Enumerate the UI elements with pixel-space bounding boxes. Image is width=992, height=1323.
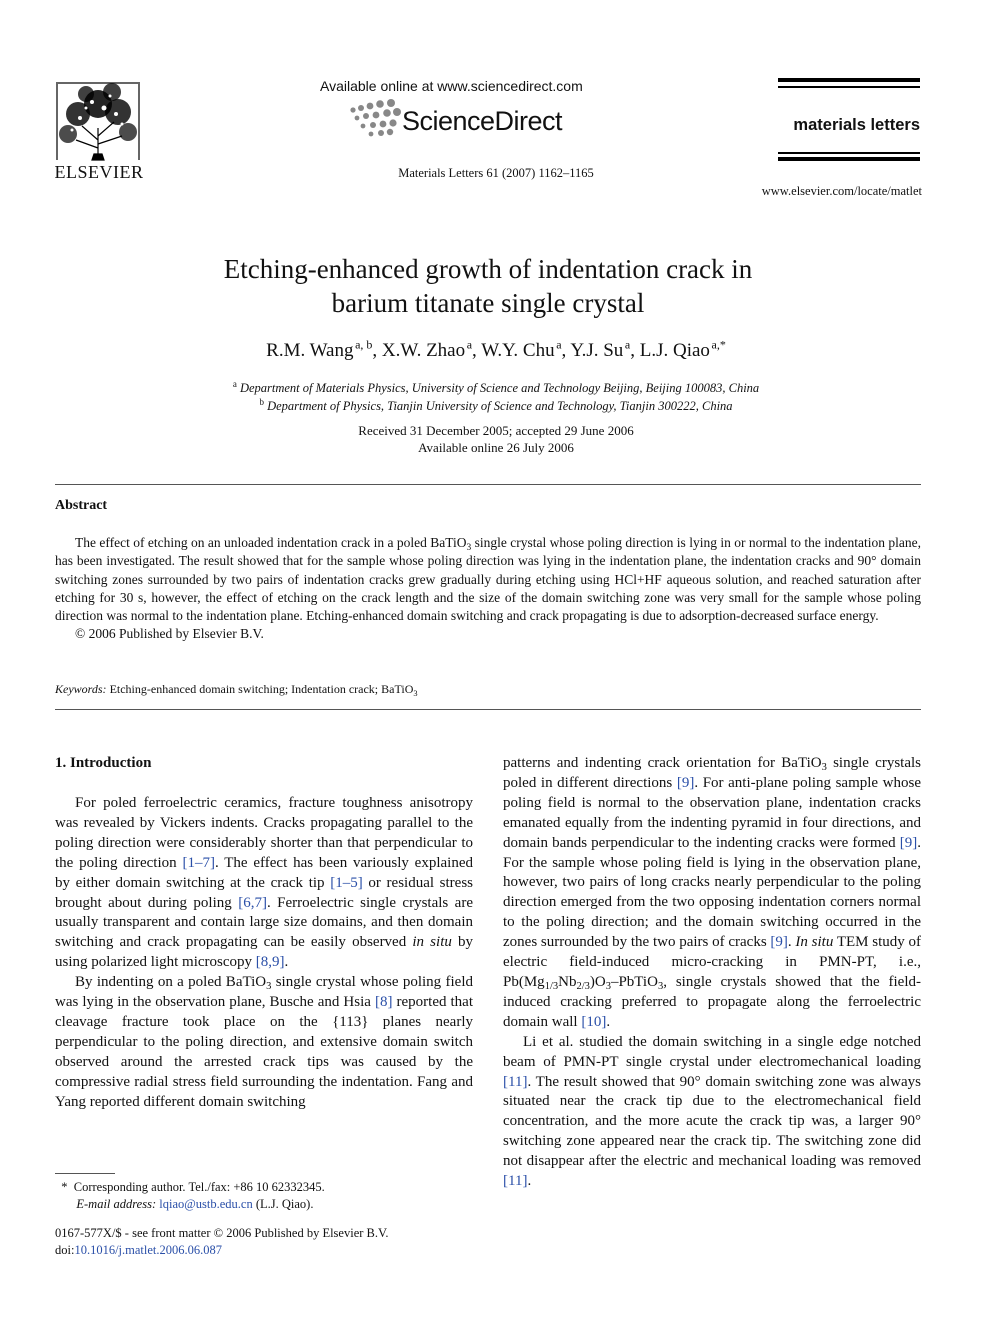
received-date: Received 31 December 2005; accepted 29 June 2006 (358, 423, 634, 438)
intro-paragraph-2-cont: patterns and indenting crack orientation for BaTiO$_3$ single crystals poled in different directions [9]. For anti-plane poling sample whose poling field is normal to the observation plane, indentation cracks emanated equally from the indenting pyramid in four directions, and domain bands perpendicular to the indenting cracks were formed [9]. For the sample whose poling field is lying in the observation plane, however, two pairs of long cracks nearly perpendicular to the poling direction emerged from the two opposing indentation corners normal to the poling direction; and the domain switching occurred in the zones surrounded by the two pairs of cracks [9]. In situ TEM study of electric field-induced micro-cracking in PMN-PT, i.e., $Pb(Mg_{1/3}Nb_{2/3})O_3-PbTiO_3$, single crystals showed that the field-induced cracking preferred to propagate along the ferroelectric domain wall [10]. (503, 755, 921, 1030)
article-title (120, 252, 856, 320)
author[interactable]: X.W. Zhao $^a$, (381, 338, 482, 362)
intro-paragraph-2: By indenting on a poled BaTiO$_3$ single crystal whose poling field was lying in the observation plane, Busche and Hsia [8] reported that cleavage fracture took place on the {113} planes nearly perpendicular to the poling direction, and extensive domain switch observed around the arrested crack tips was caused by the compressive radial stress field surrounding the indentation. Fang and Yang reported different domain switching (55, 974, 474, 1110)
journal-rule-top-thin (778, 86, 920, 88)
reference-link[interactable]: [6,7] (238, 894, 267, 911)
abstract-body (55, 534, 921, 644)
doi-line: doi:10.1016/j.matlet.2006.06.087 (55, 1243, 223, 1257)
doi-link[interactable]: 10.1016/j.matlet.2006.06.087 (74, 1243, 223, 1257)
reference-link[interactable]: [8,9] (255, 954, 285, 971)
intro-paragraph-3: Li et al. studied the domain switching in a single edge notched beam of PMN-PT single crystal under electromechanical loading [11]. The result showed that 90° domain switching zone was always situated near the crack tip due to the electromechanical field concentration, and the more acute the crack tip was, a larger 90° switching zone appeared near the crack tip. The switching zone did not disappear after the electric and mechanical loading was removed [11]. (503, 1033, 921, 1190)
available-date: Available online 26 July 2006 (418, 440, 574, 455)
abstract-copyright: © 2006 Published by Elsevier B.V. (75, 626, 264, 642)
reference-link[interactable]: [10] (581, 1013, 607, 1030)
abstract-heading: Abstract (55, 498, 108, 513)
corresponding-author-note: * Corresponding author. Tel./fax: +86 10 62332345. (61, 1180, 325, 1194)
abstract-paragraph: The effect of etching on an unloaded indentation crack in a poled BaTiO$_3$ single crystal whose poling direction is lying in or normal to the indentation plane, has been investigated. The result showed that for the sample whose poling direction was lying in the indentation plane, the indentation cracks and 90° domain switching zones surrounded by two pairs of indentation cracks grew gradually during etching using HCl+HF aqueous solution, and reached saturation after etching for 30 s, however, the effect of etching on the crack length and the size of the domain switching zone was very small for the sample whose poling direction was normal to the indentation plane. Etching-enhanced domain switching and crack propagating is due to adsorption-decreased surface energy. (55, 535, 921, 624)
reference-link[interactable]: [8] (374, 994, 393, 1011)
email-note: E-mail address: lqiao@ustb.edu.cn (L.J. Qiao). (76, 1197, 314, 1211)
issn-line: 0167-577X/$ - see front matter © 2006 Published by Elsevier B.V. (55, 1226, 389, 1240)
abstract-rule-bottom (55, 709, 921, 710)
left-column (55, 794, 473, 1113)
affiliation-a: $^a$ Department of Materials Physics, University of Science and Technology Beijing, Beijing 100083, China (232, 379, 760, 396)
keywords: Keywords: Etching-enhanced domain switching; Indentation crack; BaTiO$_3$ (55, 682, 418, 698)
reference-link[interactable]: [11] (503, 1073, 528, 1090)
front-matter (55, 1225, 389, 1259)
journal-rule-bottom-thin (778, 152, 920, 154)
reference-link[interactable]: [1–7] (182, 854, 215, 871)
journal-homepage-link[interactable]: www.elsevier.com/locate/matlet (761, 184, 922, 198)
reference-link[interactable]: [1–5] (330, 874, 363, 891)
journal-citation: Materials Letters 61 (2007) 1162–1165 (398, 166, 594, 180)
affiliation-b: $^b$ Department of Physics, Tianjin University of Science and Technology, Tianjin 300222, China (259, 397, 733, 414)
reference-link[interactable]: [9] (676, 774, 695, 791)
reference-link[interactable]: [9] (899, 834, 918, 851)
footnote-rule (55, 1173, 115, 1174)
title-line-1: Etching-enhanced growth of indentation crack in (223, 254, 753, 284)
author[interactable]: Y.J. Su $^a$, (570, 338, 640, 362)
intro-paragraph-1: For poled ferroelectric ceramics, fracture toughness anisotropy was revealed by Vickers indents. Cracks propagating parallel to the poling direction were considerably shorter than that perpendicular to the poling direction [1–7]. The effect has been variously explained by either domain switching at the crack tip [1–5] or residual stress brought about during poling [6,7]. Ferroelectric single crystals are usually transparent and contain large size domains, and then domain switching and crack propagating can be easily observed in situ by using polarized light microscopy [8,9]. (55, 795, 474, 971)
right-column (503, 754, 921, 1192)
journal-rule-bottom (778, 157, 920, 161)
reference-link[interactable]: [9] (770, 934, 788, 951)
available-online-text: Available online at www.sciencedirect.com (320, 78, 583, 94)
reference-link[interactable]: [11] (503, 1173, 528, 1190)
sciencedirect-wordmark: ScienceDirect (402, 106, 563, 136)
author[interactable]: R.M. Wang $^{a, b}$, (266, 338, 382, 362)
title-line-2: barium titanate single crystal (331, 288, 645, 318)
section-heading-introduction: 1. Introduction (55, 755, 152, 771)
journal-name: materials letters (793, 116, 920, 134)
author[interactable]: W.Y. Chu $^a$, (481, 338, 571, 362)
author[interactable]: L.J. Qiao $^{a,*}$ (639, 338, 726, 362)
publisher-name: ELSEVIER (54, 162, 144, 182)
author-list (0, 338, 992, 362)
email-link[interactable]: lqiao@ustb.edu.cn (159, 1197, 253, 1211)
journal-rule-top (778, 78, 920, 82)
abstract-rule-top (55, 484, 921, 485)
